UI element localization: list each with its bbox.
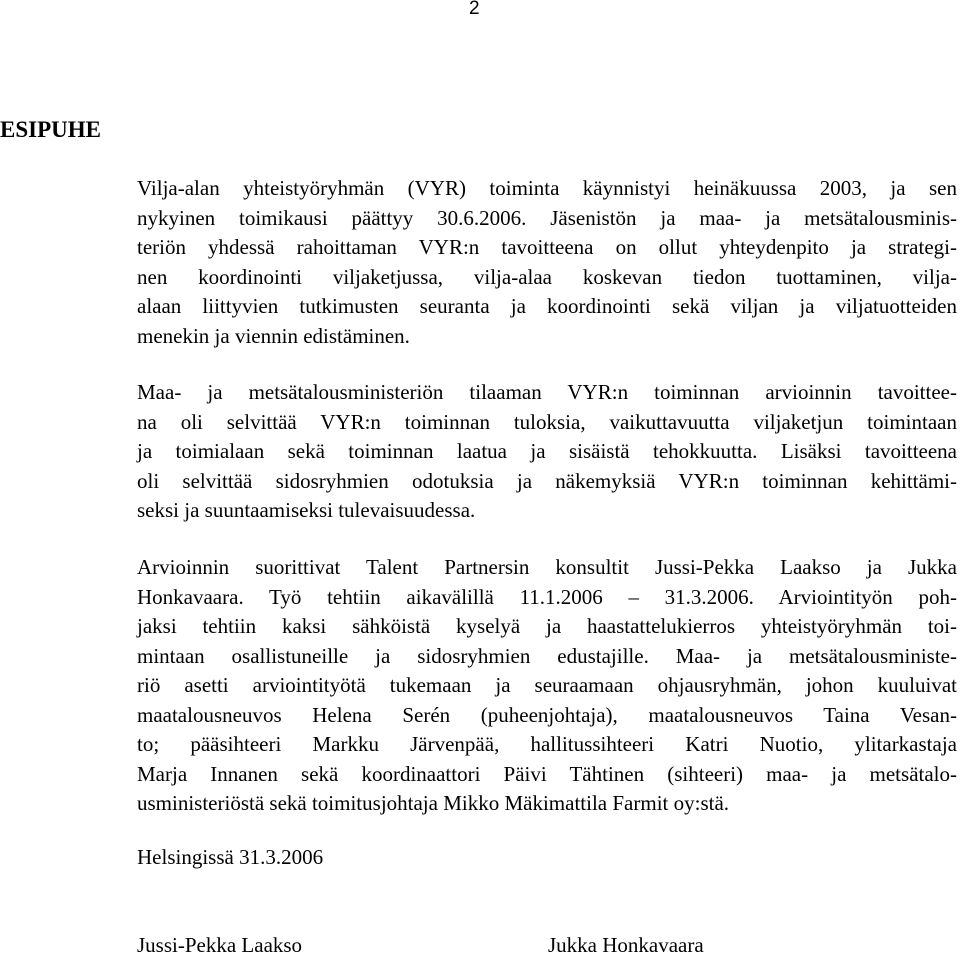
text-line: nykyinen toimikausi päättyy 30.6.2006. Jäsenistön ja maa- ja metsätalousminis- <box>137 205 957 230</box>
text-line: na oli selvittää VYR:n toiminnan tuloksia, vaikuttavuutta viljaketjun toimintaan <box>137 409 957 434</box>
text-line: Helsingissä 31.3.2006 <box>137 845 324 869</box>
signature-2: Jukka Honkavaara <box>548 933 704 957</box>
paragraph-2 <box>137 378 957 526</box>
text-line: Vilja-alan yhteistyöryhmän (VYR) toiminta käynnistyi heinäkuussa 2003, ja sen <box>137 176 957 200</box>
page-title: ESIPUHE <box>0 117 101 142</box>
text-line: teriön yhdessä rahoittaman VYR:n tavoitteena on ollut yhteydenpito ja strategi- <box>137 235 957 259</box>
text-line: Maa- ja metsätalousministeriön tilaaman VYR:n toiminnan arvioinnin tavoittee- <box>137 380 957 404</box>
text-line: Marja Innanen sekä koordinaattori Päivi Tähtinen (sihteeri) maa- ja metsätalo- <box>137 761 957 786</box>
text-line: Honkavaara. Työ tehtiin aikavälillä 11.1.2006 – 31.3.2006. Arviointityön poh- <box>137 584 957 609</box>
signature-1: Jussi-Pekka Laakso <box>137 933 303 957</box>
text-line: nen koordinointi viljaketjussa, vilja-alaa koskevan tiedon tuottaminen, vilja- <box>137 264 957 289</box>
paragraph-1 <box>137 174 957 351</box>
paragraph-3 <box>137 553 957 819</box>
text-line: usministeriöstä sekä toimitusjohtaja Mikko Mäkimattila Farmit oy:stä. <box>137 791 730 815</box>
text-line: oli selvittää sidosryhmien odotuksia ja näkemyksiä VYR:n toiminnan kehittämi- <box>137 468 957 493</box>
place-and-date <box>137 843 957 873</box>
text-line: seksi ja suuntaamiseksi tulevaisuudessa. <box>137 498 476 522</box>
text-line: maatalousneuvos Helena Serén (puheenjohtaja), maatalousneuvos Taina Vesan- <box>137 702 957 727</box>
text-line: jaksi tehtiin kaksi sähköistä kyselyä ja haastattelukierros yhteistyöryhmän toi- <box>137 614 957 638</box>
page-number: 2 <box>469 0 480 19</box>
text-line: riö asetti arviointityötä tukemaan ja seuraamaan ohjausryhmän, johon kuuluivat <box>137 673 957 697</box>
text-line: menekin ja viennin edistäminen. <box>137 323 410 348</box>
text-line: ja toimialaan sekä toiminnan laatua ja sisäistä tehokkuutta. Lisäksi tavoitteena <box>137 439 957 463</box>
text-line: to; pääsihteeri Markku Järvenpää, hallitussihteeri Katri Nuotio, ylitarkastaja <box>137 732 957 756</box>
text-line: Arvioinnin suorittivat Talent Partnersin konsultit Jussi-Pekka Laakso ja Jukka <box>137 555 957 579</box>
text-line: alaan liittyvien tutkimusten seuranta ja koordinointi sekä viljan ja viljatuotteiden <box>137 294 957 318</box>
text-line: mintaan osallistuneille ja sidosryhmien edustajille. Maa- ja metsätalousministe- <box>137 643 957 668</box>
